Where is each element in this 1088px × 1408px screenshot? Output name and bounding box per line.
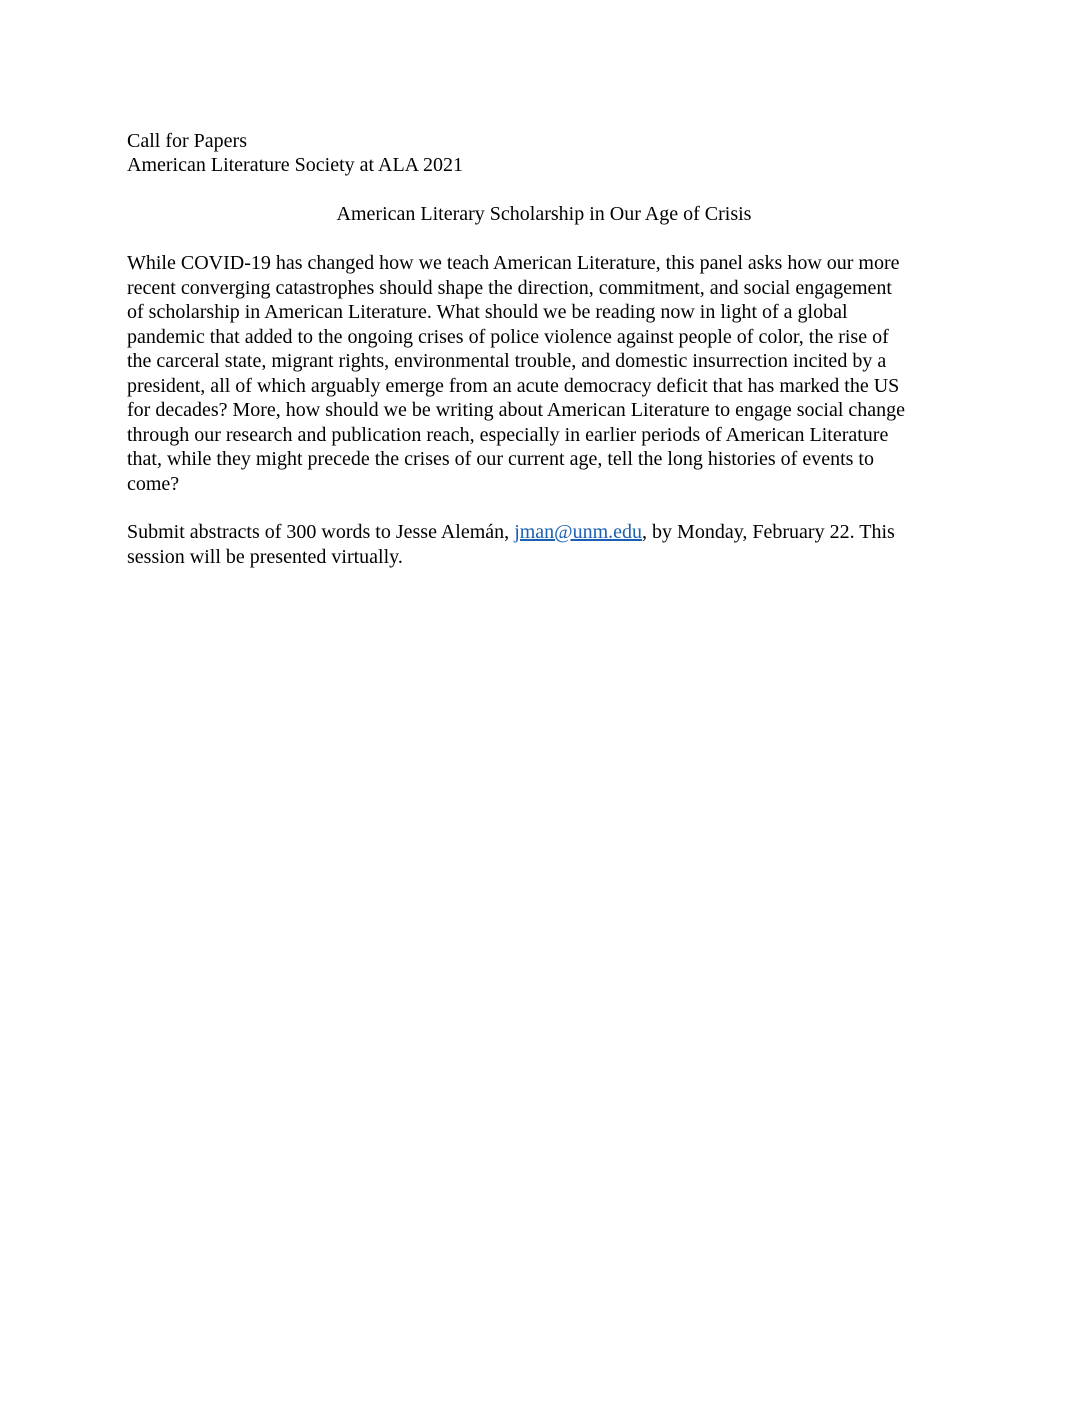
email-link[interactable]: jman@unm.edu (514, 521, 643, 543)
body-line: of scholarship in American Literature. What should we be reading now in light of a global (127, 301, 848, 323)
body-line: that, while they might precede the crises of our current age, tell the long histories of events to (127, 448, 874, 470)
body-line: pandemic that added to the ongoing crises of police violence against people of color, the rise of (127, 325, 889, 348)
body-line: While COVID-19 has changed how we teach American Literature, this panel asks how our more (127, 252, 900, 274)
submission-prefix: Submit abstracts of 300 words to Jesse Alemán, (127, 521, 515, 543)
call-for-papers-heading: Call for Papers (127, 130, 247, 152)
body-line: come? (127, 472, 180, 495)
body-line: for decades? More, how should we be writing about American Literature to engage social change (127, 399, 906, 421)
submission-paragraph (127, 520, 977, 569)
body-line: recent converging catastrophes should shape the direction, commitment, and social engagement (127, 276, 892, 299)
submission-line-1 (127, 520, 977, 545)
submission-suffix: , by Monday, February 22. This (642, 521, 895, 543)
submission-line-2: session will be presented virtually. (127, 545, 403, 568)
body-line: through our research and publication reach, especially in earlier periods of American Literature (127, 423, 889, 446)
panel-title: American Literary Scholarship in Our Age of Crisis (336, 203, 752, 225)
society-heading: American Literature Society at ALA 2021 (127, 154, 464, 176)
body-line: the carceral state, migrant rights, environmental trouble, and domestic insurrection incited by a (127, 350, 887, 372)
body-line: president, all of which arguably emerge from an acute democracy deficit that has marked the US (127, 374, 900, 397)
body-paragraph (127, 251, 977, 496)
